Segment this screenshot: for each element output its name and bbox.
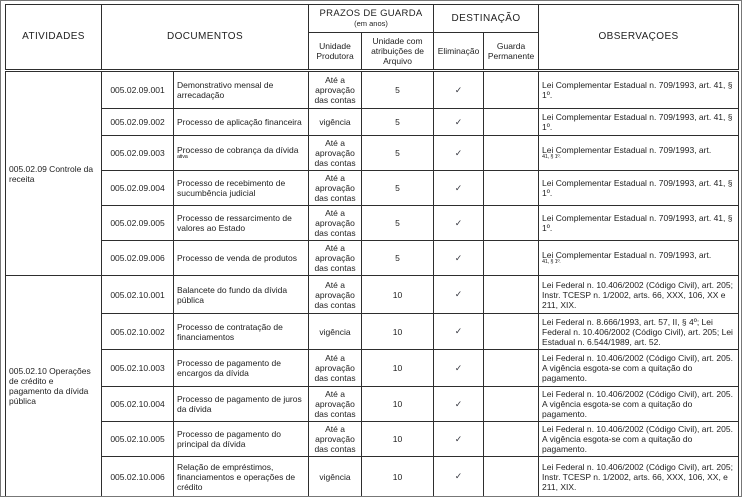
obs-cell: [539, 457, 739, 497]
prazo-produtora-cell: Até a aprovação das contas: [309, 422, 362, 457]
col-header-destinacao: DESTINAÇÃO: [434, 5, 539, 33]
prazo-arquivo-cell: 10: [362, 276, 434, 314]
doc-title: Processo de recebimento de sucumbência judicial: [177, 178, 286, 199]
prazo-arquivo-cell: 10: [362, 314, 434, 350]
obs-cell: [539, 422, 739, 457]
eliminacao-cell: [434, 314, 484, 350]
prazo-produtora-cell: Até a aprovação das contas: [309, 136, 362, 171]
check-icon: ✓: [454, 252, 463, 263]
doc-title-cell: [174, 109, 309, 136]
doc-title: Processo de ressarcimento de valores ao Estado: [177, 213, 292, 234]
check-icon: ✓: [454, 326, 463, 337]
doc-title-note: ativa: [177, 154, 188, 161]
doc-code-cell: 005.02.09.006: [102, 241, 174, 276]
doc-title-cell: [174, 171, 309, 206]
doc-title-cell: [174, 241, 309, 276]
col-header-prazos-de-guarda: [309, 5, 434, 33]
obs-cell: [539, 276, 739, 314]
check-icon: ✓: [454, 289, 463, 300]
doc-code-cell: 005.02.09.005: [102, 206, 174, 241]
eliminacao-cell: [434, 171, 484, 206]
eliminacao-cell: [434, 136, 484, 171]
prazo-arquivo-cell: 5: [362, 206, 434, 241]
doc-title-cell: [174, 71, 309, 109]
obs-cell: [539, 136, 739, 171]
obs-text: Lei Federal n. 10.406/2002 (Código Civil), art. 205. A vigência esgota-se com a quitação do pagamento.: [542, 389, 733, 420]
activity-cell: 005.02.10 Operações de crédito e pagamento da dívida pública: [6, 276, 102, 497]
obs-cell: [539, 314, 739, 350]
obs-cell: [539, 350, 739, 387]
obs-cell: [539, 109, 739, 136]
eliminacao-cell: [434, 422, 484, 457]
doc-title: Processo de pagamento de juros da dívida: [177, 394, 302, 415]
obs-cell: [539, 71, 739, 109]
doc-code-cell: 005.02.10.005: [102, 422, 174, 457]
obs-note: 41, § 1º.: [542, 259, 561, 266]
guarda-permanente-cell: [484, 136, 539, 171]
doc-code-cell: 005.02.09.001: [102, 71, 174, 109]
doc-code-cell: 005.02.09.003: [102, 136, 174, 171]
guarda-permanente-cell: [484, 206, 539, 241]
obs-cell: [539, 171, 739, 206]
prazo-produtora-cell: Até a aprovação das contas: [309, 241, 362, 276]
table-row: [6, 109, 739, 136]
prazo-produtora-cell: Até a aprovação das contas: [309, 171, 362, 206]
obs-text: Lei Federal n. 10.406/2002 (Código Civil), art. 205. A vigência esgota-se com a quitação do pagamento.: [542, 353, 733, 384]
prazo-produtora-cell: Até a aprovação das contas: [309, 206, 362, 241]
doc-title: Relação de empréstimos, financiamentos e operações de crédito: [177, 461, 296, 492]
records-retention-table: [5, 4, 739, 497]
doc-title-cell: [174, 136, 309, 171]
doc-title: Processo de pagamento de encargos da dívida: [177, 358, 281, 379]
obs-text: Lei Federal n. 8.666/1993, art. 57, II, § 4º; Lei Federal n. 10.406/2002 (Código Civil), art. 205; Lei Estadual n. 6.544/1989, art. 52.: [542, 316, 733, 347]
check-icon: ✓: [454, 84, 463, 95]
guarda-permanente-cell: [484, 422, 539, 457]
doc-title: Processo de cobrança da dívida: [177, 145, 299, 156]
prazo-produtora-cell: Até a aprovação das contas: [309, 276, 362, 314]
doc-code-cell: 005.02.10.003: [102, 350, 174, 387]
doc-title-cell: [174, 422, 309, 457]
check-icon: ✓: [454, 471, 463, 482]
check-icon: ✓: [454, 182, 463, 193]
col-header-unidade-arquivo: Unidade com atribuições de Arquivo: [362, 33, 434, 71]
prazo-arquivo-cell: 5: [362, 71, 434, 109]
doc-title: Processo de contratação de financiamentos: [177, 321, 283, 342]
table-row: [6, 276, 739, 314]
activity-cell: 005.02.09 Controle da receita: [6, 71, 102, 276]
guarda-permanente-cell: [484, 276, 539, 314]
eliminacao-cell: [434, 109, 484, 136]
prazo-arquivo-cell: 5: [362, 241, 434, 276]
obs-cell: [539, 387, 739, 422]
guarda-permanente-cell: [484, 350, 539, 387]
doc-title: Processo de pagamento do principal da dívida: [177, 429, 281, 450]
doc-title-cell: [174, 350, 309, 387]
doc-code-cell: 005.02.09.002: [102, 109, 174, 136]
eliminacao-cell: [434, 276, 484, 314]
guarda-permanente-cell: [484, 387, 539, 422]
prazo-arquivo-cell: 5: [362, 171, 434, 206]
obs-text: Lei Federal n. 10.406/2002 (Código Civil), art. 205; Instr. TCESP n. 1/2002, arts. 66, XXX, 106, XX, e 211, XIX.: [542, 461, 733, 492]
doc-title: Demonstrativo mensal de arrecadação: [177, 79, 274, 100]
header-row-1: [6, 5, 739, 33]
obs-text: Lei Complementar Estadual n. 709/1993, art. 41, § 1º.: [542, 213, 733, 234]
doc-code-cell: 005.02.10.004: [102, 387, 174, 422]
prazos-subtitle: (em anos): [354, 19, 388, 29]
prazo-arquivo-cell: 10: [362, 457, 434, 497]
guarda-permanente-cell: [484, 109, 539, 136]
obs-text: Lei Complementar Estadual n. 709/1993, art.: [542, 145, 712, 156]
obs-text: Lei Complementar Estadual n. 709/1993, art. 41, § 1º.: [542, 111, 733, 132]
doc-code-cell: 005.02.09.004: [102, 171, 174, 206]
check-icon: ✓: [454, 217, 463, 228]
table-row: [6, 457, 739, 497]
eliminacao-cell: [434, 71, 484, 109]
prazo-produtora-cell: Até a aprovação das contas: [309, 71, 362, 109]
doc-code-cell: 005.02.10.006: [102, 457, 174, 497]
doc-title-cell: [174, 276, 309, 314]
prazo-arquivo-cell: 10: [362, 422, 434, 457]
check-icon: ✓: [454, 362, 463, 373]
check-icon: ✓: [454, 433, 463, 444]
guarda-permanente-cell: [484, 241, 539, 276]
guarda-permanente-cell: [484, 171, 539, 206]
doc-title: Balancete do fundo da dívida pública: [177, 284, 288, 305]
obs-text: Lei Federal n. 10.406/2002 (Código Civil), art. 205. A vigência esgota-se com a quitação do pagamento.: [542, 424, 733, 455]
obs-cell: [539, 241, 739, 276]
prazo-produtora-cell: Até a aprovação das contas: [309, 387, 362, 422]
table-row: [6, 241, 739, 276]
doc-title: Processo de aplicação financeira: [177, 116, 302, 127]
col-header-eliminacao: Eliminação: [434, 33, 484, 71]
doc-title-cell: [174, 387, 309, 422]
table-row: [6, 71, 739, 109]
prazo-arquivo-cell: 5: [362, 109, 434, 136]
prazo-arquivo-cell: 5: [362, 136, 434, 171]
eliminacao-cell: [434, 457, 484, 497]
prazo-produtora-cell: Até a aprovação das contas: [309, 350, 362, 387]
doc-code-cell: 005.02.10.001: [102, 276, 174, 314]
obs-text: Lei Federal n. 10.406/2002 (Código Civil), art. 205; Instr. TCESP n. 1/2002, arts. 66, XXX, 106, XX e 211, XIX.: [542, 279, 733, 310]
eliminacao-cell: [434, 350, 484, 387]
guarda-permanente-cell: [484, 71, 539, 109]
doc-code-cell: 005.02.10.002: [102, 314, 174, 350]
obs-text: Lei Complementar Estadual n. 709/1993, art. 41, § 1º.: [542, 178, 733, 199]
check-icon: ✓: [454, 398, 463, 409]
guarda-permanente-cell: [484, 457, 539, 497]
col-header-guarda-permanente: Guarda Permanente: [484, 33, 539, 71]
table-row: [6, 171, 739, 206]
prazo-produtora-cell: vigência: [309, 109, 362, 136]
table-row: [6, 387, 739, 422]
table-row: [6, 350, 739, 387]
prazo-produtora-cell: vigência: [309, 314, 362, 350]
table-row: [6, 422, 739, 457]
doc-title: Processo de venda de produtos: [177, 253, 298, 264]
obs-note: 41, § 1º.: [542, 154, 561, 161]
col-header-observacoes: OBSERVAÇOES: [539, 5, 739, 71]
eliminacao-cell: [434, 387, 484, 422]
doc-title-cell: [174, 457, 309, 497]
col-header-atividades: ATIVIDADES: [6, 5, 102, 71]
doc-title-cell: [174, 206, 309, 241]
check-icon: ✓: [454, 116, 463, 127]
guarda-permanente-cell: [484, 314, 539, 350]
obs-cell: [539, 206, 739, 241]
table-row: [6, 314, 739, 350]
prazo-arquivo-cell: 10: [362, 350, 434, 387]
prazo-arquivo-cell: 10: [362, 387, 434, 422]
col-header-documentos: DOCUMENTOS: [102, 5, 309, 71]
eliminacao-cell: [434, 206, 484, 241]
eliminacao-cell: [434, 241, 484, 276]
col-header-unidade-produtora: Unidade Produtora: [309, 33, 362, 71]
table-row: [6, 206, 739, 241]
prazo-produtora-cell: vigência: [309, 457, 362, 497]
check-icon: ✓: [454, 147, 463, 158]
prazos-title: PRAZOS DE GUARDA: [319, 7, 423, 19]
table-row: [6, 136, 739, 171]
obs-text: Lei Complementar Estadual n. 709/1993, art. 41, § 1º.: [542, 79, 733, 100]
doc-title-cell: [174, 314, 309, 350]
obs-text: Lei Complementar Estadual n. 709/1993, art.: [542, 250, 712, 261]
